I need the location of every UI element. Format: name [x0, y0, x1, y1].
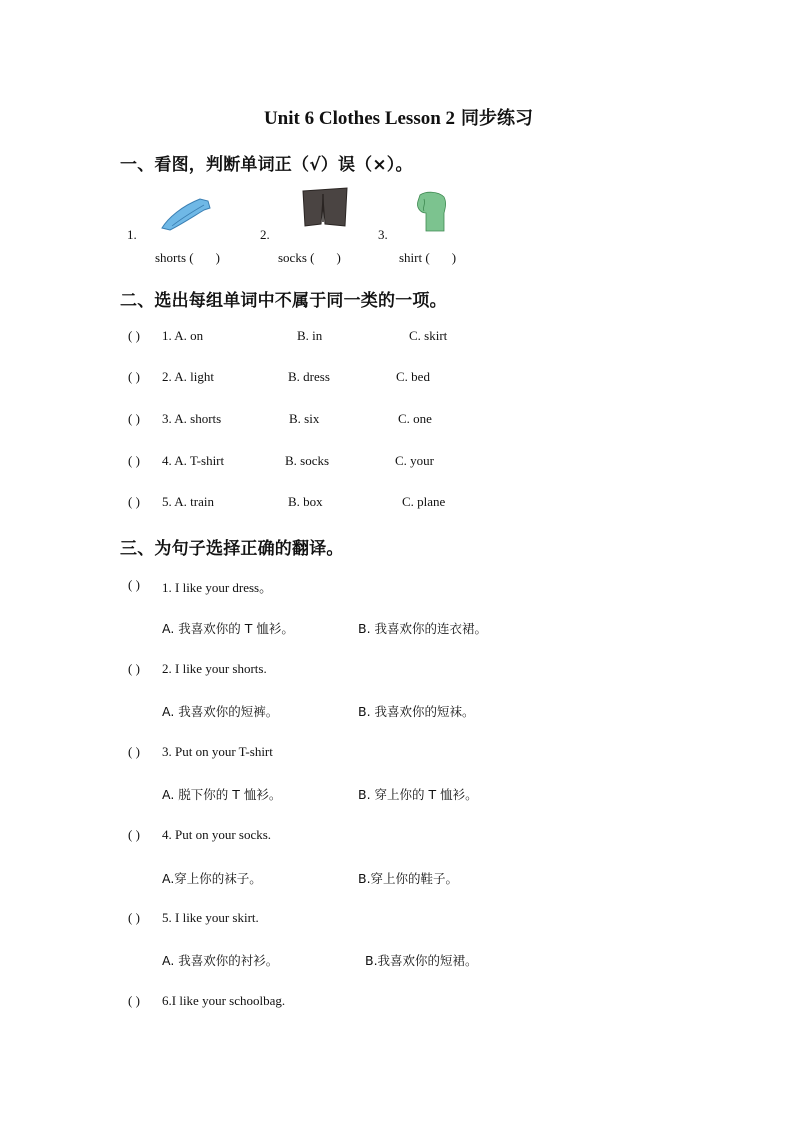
answer-blank[interactable]: ( )	[128, 494, 140, 509]
section-1-heading: 一、看图，判断单词正（√）误（×）。	[120, 155, 413, 175]
question-text: 5. I like your skirt.	[162, 910, 259, 925]
answer-blank[interactable]: ( )	[128, 328, 140, 343]
option-c: C. skirt	[409, 328, 448, 343]
question-text: 2. I like your shorts.	[162, 661, 267, 676]
answer-blank[interactable]: ( )	[128, 827, 140, 842]
picture-answer-2[interactable]: socks ( )	[278, 250, 341, 265]
option-a: A. 我喜欢你的短裤。	[162, 704, 279, 719]
option-a: A.穿上你的袜子。	[162, 871, 262, 886]
word-label: shirt (	[399, 250, 430, 265]
option-b: B. socks	[285, 453, 330, 468]
answer-blank[interactable]: ( )	[128, 744, 140, 759]
answer-blank[interactable]: ( )	[128, 993, 140, 1008]
title-chinese: 同步练习	[461, 108, 534, 129]
option-b: B. six	[289, 411, 320, 426]
option-a: 3. A. shorts	[162, 411, 222, 426]
option-b: B. in	[297, 328, 323, 343]
option-c: C. one	[398, 411, 432, 426]
option-c: C. plane	[402, 494, 446, 509]
section-2-heading: 二、选出每组单词中不属于同一类的一项。	[120, 291, 447, 311]
answer-blank[interactable]: ( )	[128, 661, 140, 676]
option-a: 2. A. light	[162, 369, 215, 384]
option-b: B.我喜欢你的短裙。	[365, 953, 478, 968]
item-number-3: 3.	[378, 227, 388, 242]
option-a: A. 脱下你的 T 恤衫。	[162, 787, 282, 802]
option-a: 1. A. on	[162, 328, 204, 343]
option-b: B. 穿上你的 T 恤衫。	[358, 787, 478, 802]
title-english: Unit 6 Clothes Lesson 2	[263, 108, 456, 129]
option-c: C. bed	[396, 369, 430, 384]
option-b: B.穿上你的鞋子。	[358, 871, 459, 886]
option-a: 4. A. T-shirt	[162, 453, 225, 468]
question-text: 1. I like your dress。	[162, 580, 273, 595]
section-3-heading: 三、为句子选择正确的翻译。	[120, 539, 344, 559]
picture-answer-1[interactable]: shorts ( )	[155, 250, 220, 265]
option-b: B. box	[288, 494, 323, 509]
answer-blank[interactable]: ( )	[128, 910, 140, 925]
word-label: socks (	[278, 250, 315, 265]
option-a: A. 我喜欢你的衬衫。	[162, 953, 279, 968]
dark-shorts-icon	[301, 186, 349, 228]
option-b: B. dress	[288, 369, 330, 384]
option-b: B. 我喜欢你的连衣裙。	[358, 621, 488, 636]
option-b: B. 我喜欢你的短袜。	[358, 704, 475, 719]
question-text: 4. Put on your socks.	[162, 827, 272, 842]
option-c: C. your	[395, 453, 434, 468]
option-a: 5. A. train	[162, 494, 214, 509]
blue-shirt-icon	[160, 196, 212, 232]
question-text: 3. Put on your T-shirt	[162, 744, 273, 759]
word-label: shorts (	[155, 250, 194, 265]
item-number-1: 1.	[127, 227, 137, 242]
page-title	[0, 104, 793, 130]
picture-answer-3[interactable]: shirt ( )	[399, 250, 457, 265]
answer-blank[interactable]: ( )	[128, 411, 140, 426]
option-a: A. 我喜欢你的 T 恤衫。	[162, 621, 294, 636]
question-text: 6.I like your schoolbag.	[162, 993, 286, 1008]
green-tshirt-icon	[414, 191, 448, 233]
answer-blank[interactable]: ( )	[128, 577, 140, 592]
answer-blank[interactable]: ( )	[128, 453, 140, 468]
item-number-2: 2.	[260, 227, 270, 242]
answer-blank[interactable]: ( )	[128, 369, 140, 384]
